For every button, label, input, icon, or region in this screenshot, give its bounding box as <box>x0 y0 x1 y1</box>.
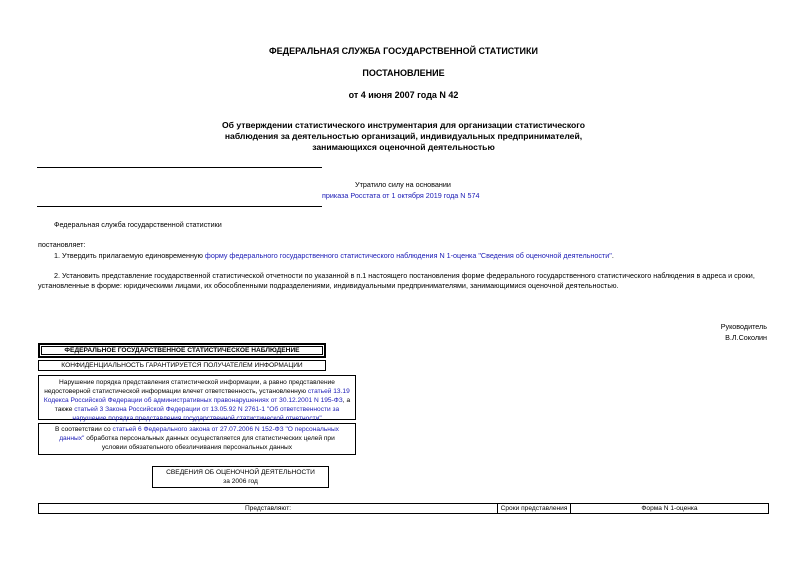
article-3-law-link-cont[interactable]: нарушение порядка представления государственной статистической отчетности" <box>72 415 322 422</box>
table-header-submitters-label: Представляют: <box>244 505 292 512</box>
agency-name: ФЕДЕРАЛЬНАЯ СЛУЖБА ГОСУДАРСТВЕННОЙ СТАТИСТИКИ <box>269 46 538 56</box>
violation-line-5 <box>39 414 355 423</box>
item-1-suffix: . <box>611 251 614 260</box>
table-header-deadlines <box>497 503 571 514</box>
violation-text-4: также <box>54 406 75 413</box>
confidentiality-label: КОНФИДЕНЦИАЛЬНОСТЬ ГАРАНТИРУЕТСЯ ПОЛУЧАТЕЛЕМ ИНФОРМАЦИИ <box>61 362 303 369</box>
report-title: СВЕДЕНИЯ ОБ ОЦЕНОЧНОЙ ДЕЯТЕЛЬНОСТИ <box>166 469 315 476</box>
violation-notice-box <box>38 375 356 420</box>
intro-text: Федеральная служба государственной статистики <box>54 220 222 229</box>
violation-line-4 <box>39 405 355 414</box>
title-line-3: занимающихся оценочной деятельностью <box>312 142 495 152</box>
item-2-line-2: установленные в форме: юридическими лицами, их обособленными подразделениями, индивидуальными предпринимателями, занимающимися оценочной деятельностью. <box>38 281 619 290</box>
resolves-text: постановляет: <box>38 240 86 249</box>
confidentiality-box <box>38 360 326 371</box>
signature-name: В.Л.Соколин <box>725 333 767 342</box>
item-2-line-1: 2. Установить представление государственной статистической отчетности по указанной в п.1 настоящего постановления форме федерального государственного статистического наблюдения в адреса и сроки, <box>54 271 755 280</box>
divider-top <box>37 167 322 168</box>
federal-law-152-link-cont[interactable]: данных" <box>59 435 85 442</box>
item-1-prefix: 1. Утвердить прилагаемую единовременную <box>54 251 205 260</box>
table-header-submitters <box>38 503 498 514</box>
article-13-19-link[interactable]: статьей 13.19 <box>307 388 350 395</box>
personal-line-3: условии обязательного обезличивания персональных данных <box>101 444 293 451</box>
divider-bottom <box>37 206 322 207</box>
table-header-form-label: Форма N 1-оценка <box>641 505 698 512</box>
form-link[interactable]: форму федерального государственного статистического наблюдения N 1-оценка "Сведения об оценочной деятельности" <box>204 251 612 260</box>
document-date: от 4 июня 2007 года N 42 <box>348 90 459 100</box>
violation-line-3 <box>39 396 355 405</box>
title-line-1: Об утверждении статистического инструментария для организации статистического <box>222 120 585 130</box>
federal-law-152-link[interactable]: статьей 6 Федерального закона от 27.07.2006 N 152-ФЗ "О персональных <box>112 426 339 433</box>
federal-observation-box <box>38 343 326 358</box>
table-header-form <box>570 503 769 514</box>
item-1 <box>54 251 614 261</box>
violation-text-3: , а <box>342 397 351 404</box>
admin-code-link[interactable]: Кодекса Российской Федерации об административных правонарушениях от 30.12.2001 N 195-ФЗ <box>43 397 343 404</box>
personal-data-box <box>38 423 356 455</box>
title-line-2: наблюдения за деятельностью организаций, индивидуальных предпринимателей, <box>224 131 583 141</box>
status-note: Утратило силу на основании <box>355 180 451 189</box>
report-year: за 2006 год <box>223 478 258 485</box>
repeal-order-link[interactable]: приказа Росстата от 1 октября 2019 года N 574 <box>322 191 480 200</box>
personal-line-1 <box>39 425 355 434</box>
signature-position: Руководитель <box>720 322 767 331</box>
personal-text-1: В соответствии со <box>55 426 113 433</box>
personal-line-2 <box>39 434 355 443</box>
table-header-deadlines-label: Сроки представления <box>500 505 568 512</box>
violation-line-2 <box>39 387 355 396</box>
article-3-law-link[interactable]: статьей 3 Закона Российской Федерации от 13.05.92 N 2761-1 "Об ответственности за <box>74 406 340 413</box>
document-title <box>0 120 807 153</box>
personal-text-2: обработка персональных данных осуществляется для статистических целей при <box>84 435 335 442</box>
report-title-box <box>152 466 329 488</box>
violation-text-2: недостоверной статистической информации влечет ответственность, установленную <box>44 388 308 395</box>
federal-observation-label: ФЕДЕРАЛЬНОЕ ГОСУДАРСТВЕННОЕ СТАТИСТИЧЕСКОЕ НАБЛЮДЕНИЕ <box>41 346 323 355</box>
violation-line-1: Нарушение порядка представления статистической информации, а равно представление <box>59 379 335 386</box>
document-type: ПОСТАНОВЛЕНИЕ <box>362 68 445 78</box>
